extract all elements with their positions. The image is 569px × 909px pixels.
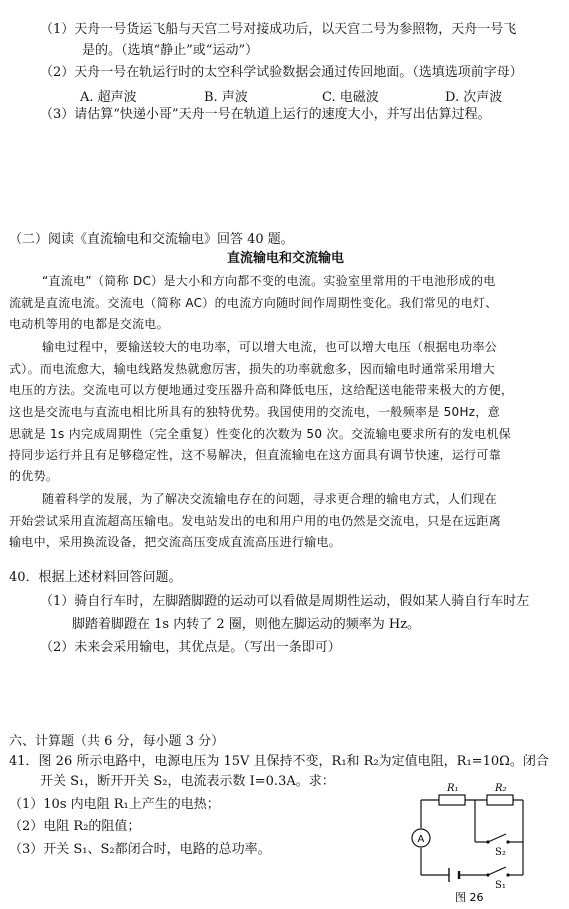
q41-sub1: （1）10s 内电阻 R₁上产生的电热； xyxy=(9,797,220,812)
q41-sub3: （3）开关 S₁、S₂都闭合时，电路的总功率。 xyxy=(9,842,271,857)
q-tianzhou-1-line2: 是的。（选填“静止”或“运动”） xyxy=(82,43,259,58)
passage-title: 直流输电和交流输电 xyxy=(227,251,345,266)
passage-p3-l1: 随着科学的发展，为了解决交流输电存在的问题，寻求更合理的输电方式，人们现在 xyxy=(42,492,498,506)
passage-p3-l2: 开始尝试采用直流超高压输电。发电站发出的电和用户用的电仍然是交流电，只是在远距离 xyxy=(9,514,502,528)
passage-p1-l1: “直流电”（简称 DC）是大小和方向都不变的电流。实验室里常用的干电池形成的电 xyxy=(42,274,496,288)
option-d: D. 次声波 xyxy=(445,90,503,105)
resistor-r2 xyxy=(487,795,513,805)
q41-line1: 41．图 26 所示电路中，电源电压为 15V 且保持不变，R₁和 R₂为定值电阻，R₁=10Ω。闭合 xyxy=(9,754,549,769)
passage-p2-l4: 这也是交流电与直流电相比所具有的独特优势。我国使用的交流电，一般频率是 50Hz，意 xyxy=(9,405,501,419)
q40-stem: 40．根据上述材料回答问题。 xyxy=(9,570,182,585)
resistor-r1 xyxy=(439,795,465,805)
passage-p2-l3: 电压的方法。交流电可以方便地通过变压器升高和降低电压，这给配送电能带来极大的方便， xyxy=(9,383,514,397)
option-b: B. 声波 xyxy=(204,90,248,105)
passage-p2-l2: 式）。而电流愈大，输电线路发热就愈厉害，损失的功率就愈多，因而输电时通常采用增大 xyxy=(9,362,496,376)
q40-sub1-line1: （1）骑自行车时，左脚踏脚蹬的运动可以看做是周期性运动，假如某人骑自行车时左 xyxy=(40,594,530,609)
passage-p2-l1: 输电过程中，要输送较大的电功率，可以增大电流，也可以增大电压（根据电功率公 xyxy=(42,340,498,354)
passage-p3-l3: 输电中，采用换流设备，把交流高压变成直流高压进行输电。 xyxy=(9,535,342,549)
s1-label: S₁ xyxy=(495,880,506,891)
passage-p2-l6: 持同步运行并且有足够稳定性，这不易解决，但直流输电在这方面具有调节快速，运行可靠 xyxy=(9,448,502,462)
reading-intro: （二）阅读《直流输电和交流输电》回答 40 题。 xyxy=(9,232,294,247)
option-c: C. 电磁波 xyxy=(322,90,379,105)
option-a: A. 超声波 xyxy=(80,90,137,105)
q-tianzhou-2-line1: （2）天舟一号在轨运行时的太空科学试验数据会通过传回地面。（选填选项前字母） xyxy=(40,65,523,80)
switch-s2 xyxy=(486,834,509,844)
r2-label: R₂ xyxy=(495,783,507,794)
circuit-diagram xyxy=(405,780,545,905)
battery xyxy=(449,868,459,882)
r1-label: R₁ xyxy=(447,783,459,794)
ammeter-label: A xyxy=(417,834,425,845)
figure-caption: 图 26 xyxy=(455,891,484,904)
q41-line2: 开关 S₁，断开开关 S₂，电流表示数 I=0.3A。求： xyxy=(40,774,335,789)
passage-p1-l3: 电动机等用的电都是交流电。 xyxy=(9,317,169,331)
s2-label: S₂ xyxy=(495,847,506,858)
q-tianzhou-3-line1: （3）请估算“快递小哥”天舟一号在轨道上运行的速度大小，并写出估算过程。 xyxy=(40,107,491,122)
switch-s1 xyxy=(486,867,509,877)
passage-p2-l5: 思就是 1s 内完成周期性（完全重复）性变化的次数为 50 次。交流输电要求所有的发电机保 xyxy=(9,427,511,441)
section6-header: 六、计算题（共 6 分，每小题 3 分） xyxy=(9,734,225,749)
passage-p2-l7: 的优势。 xyxy=(9,469,59,483)
q40-sub2: （2）未来会采用输电，其优点是。（写出一条即可） xyxy=(40,640,341,655)
q40-sub1-line2: 脚踏着脚蹬在 1s 内转了 2 圈，则他左脚运动的频率为 Hz。 xyxy=(72,617,421,632)
passage-p1-l2: 流就是直流电流。交流电（简称 AC）的电流方向随时间作周期性变化。我们常见的电灯、 xyxy=(9,296,498,310)
q41-sub2: （2）电阻 R₂的阻值； xyxy=(9,819,141,834)
q-tianzhou-1-line1: （1）天舟一号货运飞船与天宫二号对接成功后，以天宫二号为参照物，天舟一号飞 xyxy=(40,22,517,37)
